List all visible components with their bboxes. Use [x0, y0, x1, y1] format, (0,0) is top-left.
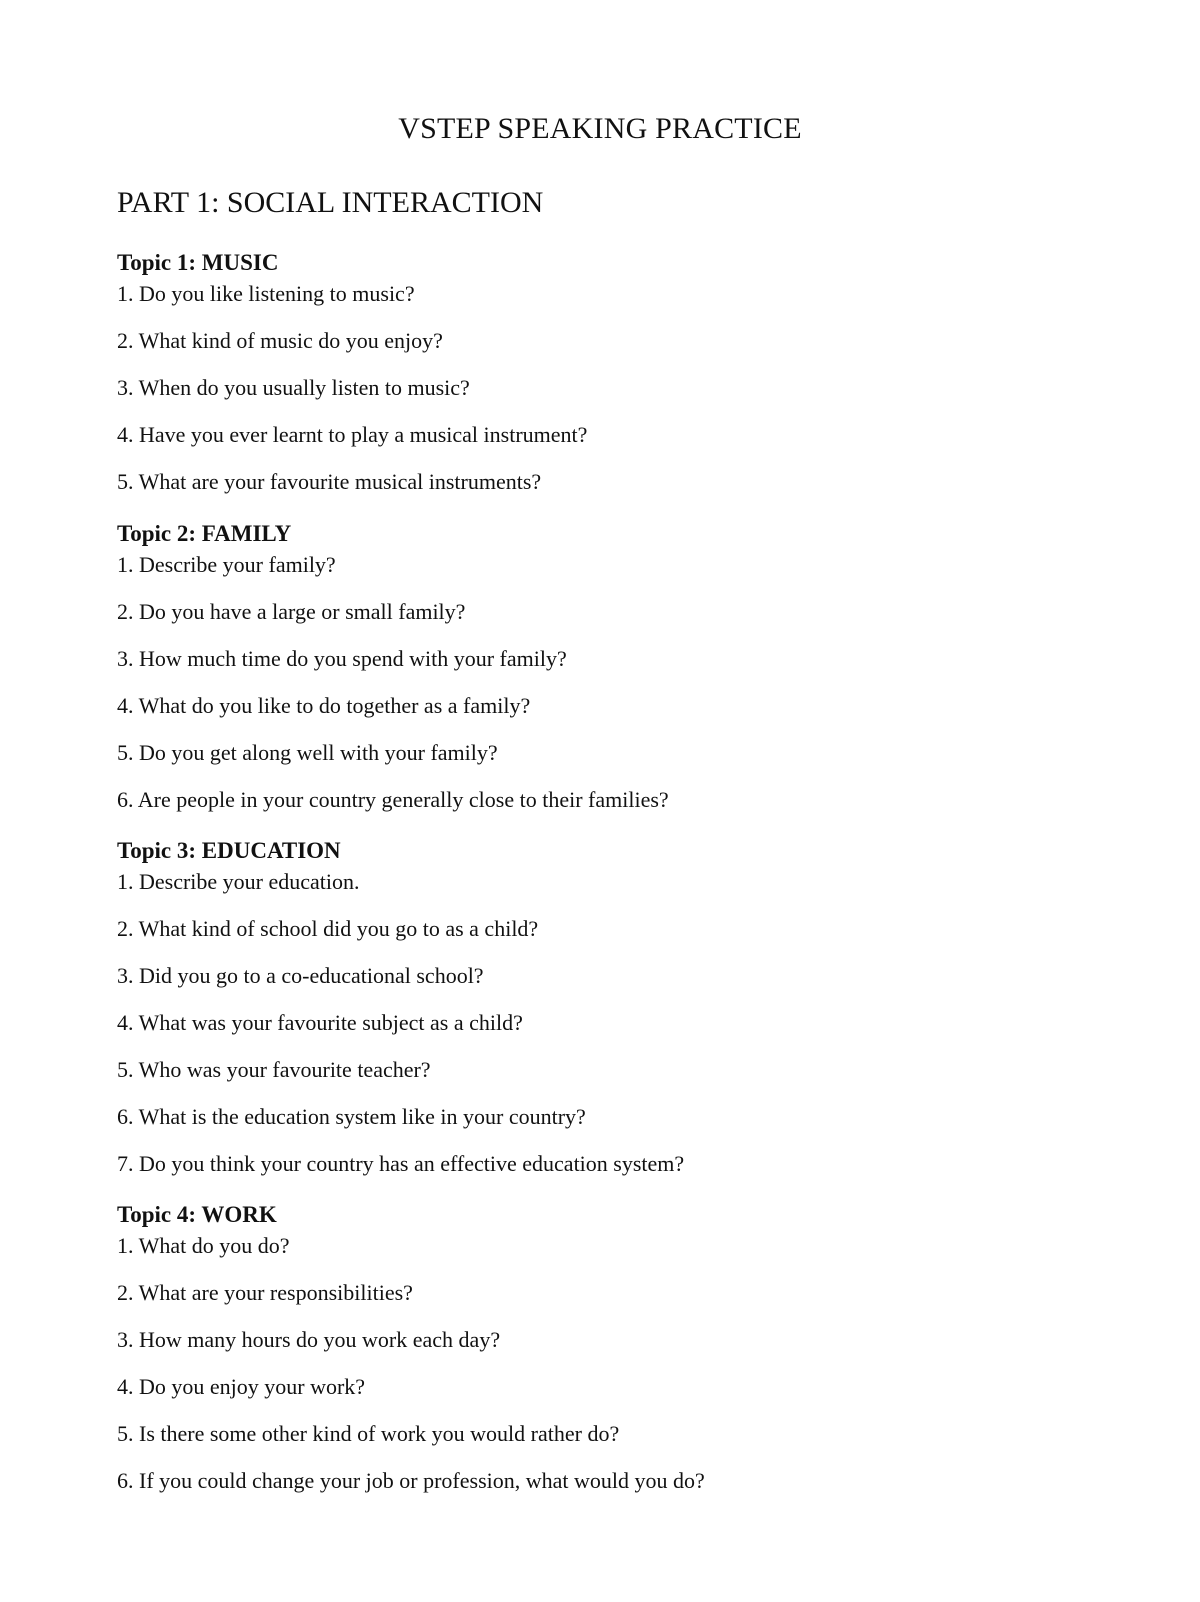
- topic-heading: Topic 2: FAMILY: [117, 521, 292, 546]
- question: 3. Did you go to a co-educational school?: [117, 963, 484, 988]
- question: 1. Describe your family?: [117, 552, 336, 577]
- question: 2. What kind of music do you enjoy?: [117, 328, 443, 353]
- topic-heading: Topic 4: WORK: [117, 1202, 277, 1227]
- question: 3. How much time do you spend with your family?: [117, 646, 567, 671]
- question: 3. When do you usually listen to music?: [117, 375, 470, 400]
- question: 4. What do you like to do together as a family?: [117, 693, 531, 718]
- question: 4. What was your favourite subject as a child?: [117, 1010, 523, 1035]
- question: 5. What are your favourite musical instruments?: [117, 469, 542, 494]
- topic-family: [117, 518, 669, 831]
- question: 1. Do you like listening to music?: [117, 281, 415, 306]
- question: 1. Describe your education.: [117, 869, 360, 894]
- question: 5. Who was your favourite teacher?: [117, 1057, 431, 1082]
- question: 6. Are people in your country generally close to their families?: [117, 787, 669, 812]
- question: 1. What do you do?: [117, 1233, 290, 1258]
- question: 2. What are your responsibilities?: [117, 1280, 413, 1305]
- topic-work: [117, 1199, 705, 1512]
- topic-music: [117, 247, 587, 513]
- question: 3. How many hours do you work each day?: [117, 1327, 501, 1352]
- question: 5. Is there some other kind of work you would rather do?: [117, 1421, 620, 1446]
- question: 2. Do you have a large or small family?: [117, 599, 466, 624]
- document-title: VSTEP SPEAKING PRACTICE: [398, 112, 802, 145]
- question: 5. Do you get along well with your family?: [117, 740, 498, 765]
- question: 2. What kind of school did you go to as a child?: [117, 916, 539, 941]
- question: 7. Do you think your country has an effective education system?: [117, 1151, 685, 1176]
- topic-heading: Topic 3: EDUCATION: [117, 838, 341, 863]
- question: 6. If you could change your job or profession, what would you do?: [117, 1468, 705, 1493]
- question: 4. Do you enjoy your work?: [117, 1374, 366, 1399]
- question: 4. Have you ever learnt to play a musical instrument?: [117, 422, 588, 447]
- topic-heading: Topic 1: MUSIC: [117, 250, 279, 275]
- question: 6. What is the education system like in your country?: [117, 1104, 586, 1129]
- part-title: PART 1: SOCIAL INTERACTION: [117, 186, 544, 219]
- topic-education: [117, 835, 684, 1195]
